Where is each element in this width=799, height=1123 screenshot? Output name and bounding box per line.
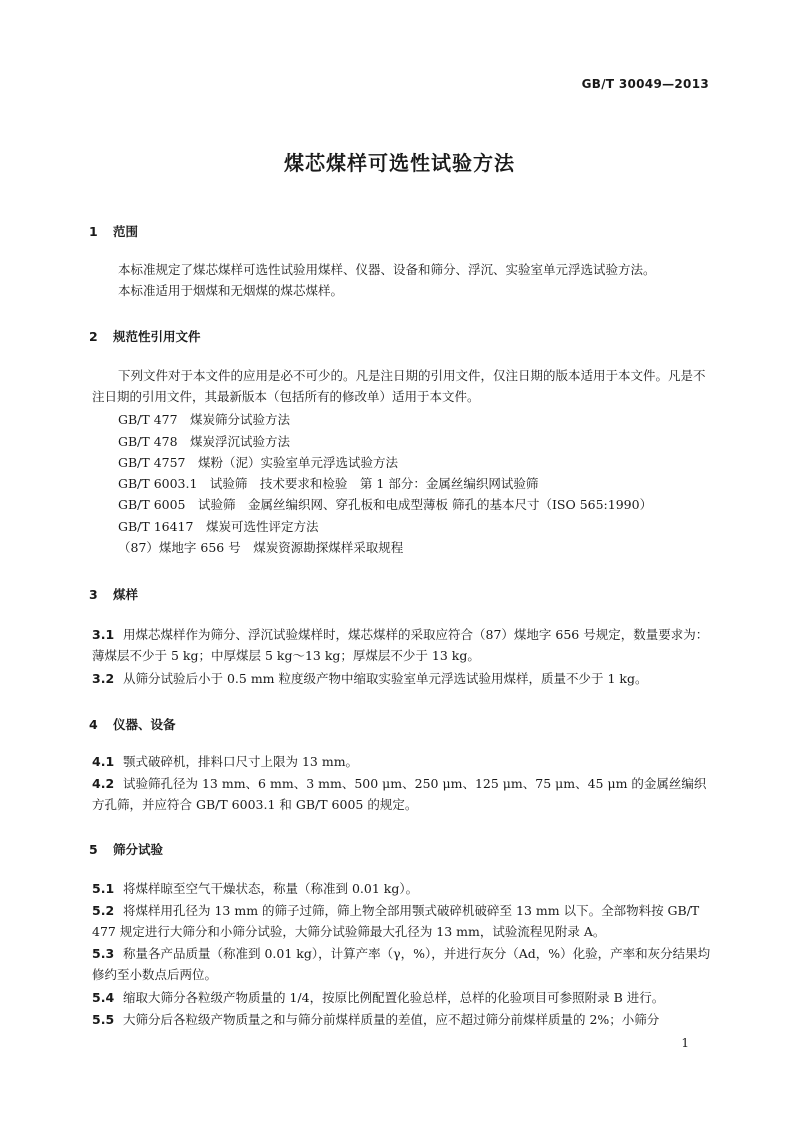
section-number: 4 bbox=[89, 717, 98, 732]
clause-text: 将煤样晾至空气干燥状态，称量（称准到 0.01 kg）。 bbox=[123, 881, 419, 896]
section-number: 1 bbox=[89, 224, 98, 239]
clause-text: 从筛分试验后小于 0.5 mm 粒度级产物中缩取实验室单元浮选试验用煤样，质量不少于 1 kg。 bbox=[123, 671, 648, 686]
reference-item: GB/T 477 煤炭筛分试验方法 bbox=[118, 412, 291, 427]
clause-text: 用煤芯煤样作为筛分、浮沉试验煤样时，煤芯煤样的采取应符合（87）煤地字 656 号规定，数量要求为：薄煤层不少于 5 kg；中厚煤层 5 kg～13 kg；厚煤层不少于 13 kg。 bbox=[92, 627, 709, 663]
clause-text: 缩取大筛分各粒级产物质量的 1/4，按原比例配置化验总样，总样的化验项目可参照附录 B 进行。 bbox=[123, 990, 665, 1005]
clause-5-4 bbox=[92, 987, 712, 1008]
reference-item: （87）煤地字 656 号 煤炭资源勘探煤样采取规程 bbox=[118, 540, 404, 555]
paragraph: 本标准适用于烟煤和无烟煤的煤芯煤样。 bbox=[118, 283, 344, 298]
clause-3-2 bbox=[92, 668, 712, 689]
document-title: 煤芯煤样可选性试验方法 bbox=[284, 151, 515, 175]
clause-number: 5.3 bbox=[92, 946, 115, 961]
clause-number: 4.1 bbox=[92, 754, 115, 769]
clause-5-5 bbox=[92, 1009, 712, 1030]
clause-text: 称量各产品质量（称准到 0.01 kg），计算产率（γ，%），并进行灰分（Ad，%）化验，产率和灰分结果均修约至小数点后两位。 bbox=[92, 946, 711, 982]
clause-number: 3.1 bbox=[92, 627, 115, 642]
section-title: 仪器、设备 bbox=[113, 717, 176, 732]
clause-number: 5.1 bbox=[92, 881, 115, 896]
clause-text: 将煤样用孔径为 13 mm 的筛子过筛，筛上物全部用颚式破碎机破碎至 13 mm 以下。全部物料按 GB/T 477 规定进行大筛分和小筛分试验，大筛分试验筛最大孔径为 13 mm，试验流程见附录 A。 bbox=[92, 903, 700, 939]
clause-5-2 bbox=[92, 900, 712, 942]
section-5-heading bbox=[89, 840, 163, 858]
section-3-heading bbox=[89, 585, 138, 603]
clause-3-1 bbox=[92, 624, 712, 666]
clause-text: 颚式破碎机，排料口尺寸上限为 13 mm。 bbox=[123, 754, 359, 769]
section-title: 规范性引用文件 bbox=[113, 329, 201, 344]
section-number: 2 bbox=[89, 329, 98, 344]
clause-5-3 bbox=[92, 943, 712, 985]
reference-item: GB/T 478 煤炭浮沉试验方法 bbox=[118, 434, 291, 449]
reference-item: GB/T 6003.1 试验筛 技术要求和检验 第 1 部分：金属丝编织网试验筛 bbox=[118, 476, 539, 491]
section-title: 范围 bbox=[113, 224, 139, 239]
section-number: 5 bbox=[89, 842, 98, 857]
section-4-heading bbox=[89, 715, 176, 733]
paragraph: 下列文件对于本文件的应用是必不可少的。凡是注日期的引用文件，仅注日期的版本适用于本文件。凡是不注日期的引用文件，其最新版本（包括所有的修改单）适用于本文件。 bbox=[92, 368, 706, 404]
clause-4-2 bbox=[92, 773, 712, 815]
reference-item: GB/T 6005 试验筛 金属丝编织网、穿孔板和电成型薄板 筛孔的基本尺寸（ISO 565:1990） bbox=[118, 497, 653, 512]
section-1-heading bbox=[89, 222, 138, 240]
reference-item: GB/T 16417 煤炭可选性评定方法 bbox=[118, 519, 319, 534]
clause-number: 5.2 bbox=[92, 903, 115, 918]
clause-number: 5.5 bbox=[92, 1012, 115, 1027]
clause-number: 5.4 bbox=[92, 990, 115, 1005]
section-number: 3 bbox=[89, 587, 98, 602]
section-title: 煤样 bbox=[113, 587, 139, 602]
paragraph: 本标准规定了煤芯煤样可选性试验用煤样、仪器、设备和筛分、浮沉、实验室单元浮选试验方法。 bbox=[118, 262, 656, 277]
standard-number: GB/T 30049—2013 bbox=[581, 77, 709, 91]
clause-5-1 bbox=[92, 878, 712, 899]
clause-text: 大筛分后各粒级产物质量之和与筛分前煤样质量的差值，应不超过筛分前煤样质量的 2%；小筛分 bbox=[123, 1012, 660, 1027]
clause-number: 4.2 bbox=[92, 776, 115, 791]
section-2-heading bbox=[89, 327, 201, 345]
section-title: 筛分试验 bbox=[113, 842, 164, 857]
page-number: 1 bbox=[681, 1036, 689, 1050]
clause-text: 试验筛孔径为 13 mm、6 mm、3 mm、500 μm、250 μm、125 μm、75 μm、45 μm 的金属丝编织方孔筛，并应符合 GB/T 6003.1 和 GB/T 6005 的规定。 bbox=[92, 776, 707, 812]
clause-number: 3.2 bbox=[92, 671, 115, 686]
clause-4-1 bbox=[92, 751, 712, 772]
reference-item: GB/T 4757 煤粉（泥）实验室单元浮选试验方法 bbox=[118, 455, 399, 470]
